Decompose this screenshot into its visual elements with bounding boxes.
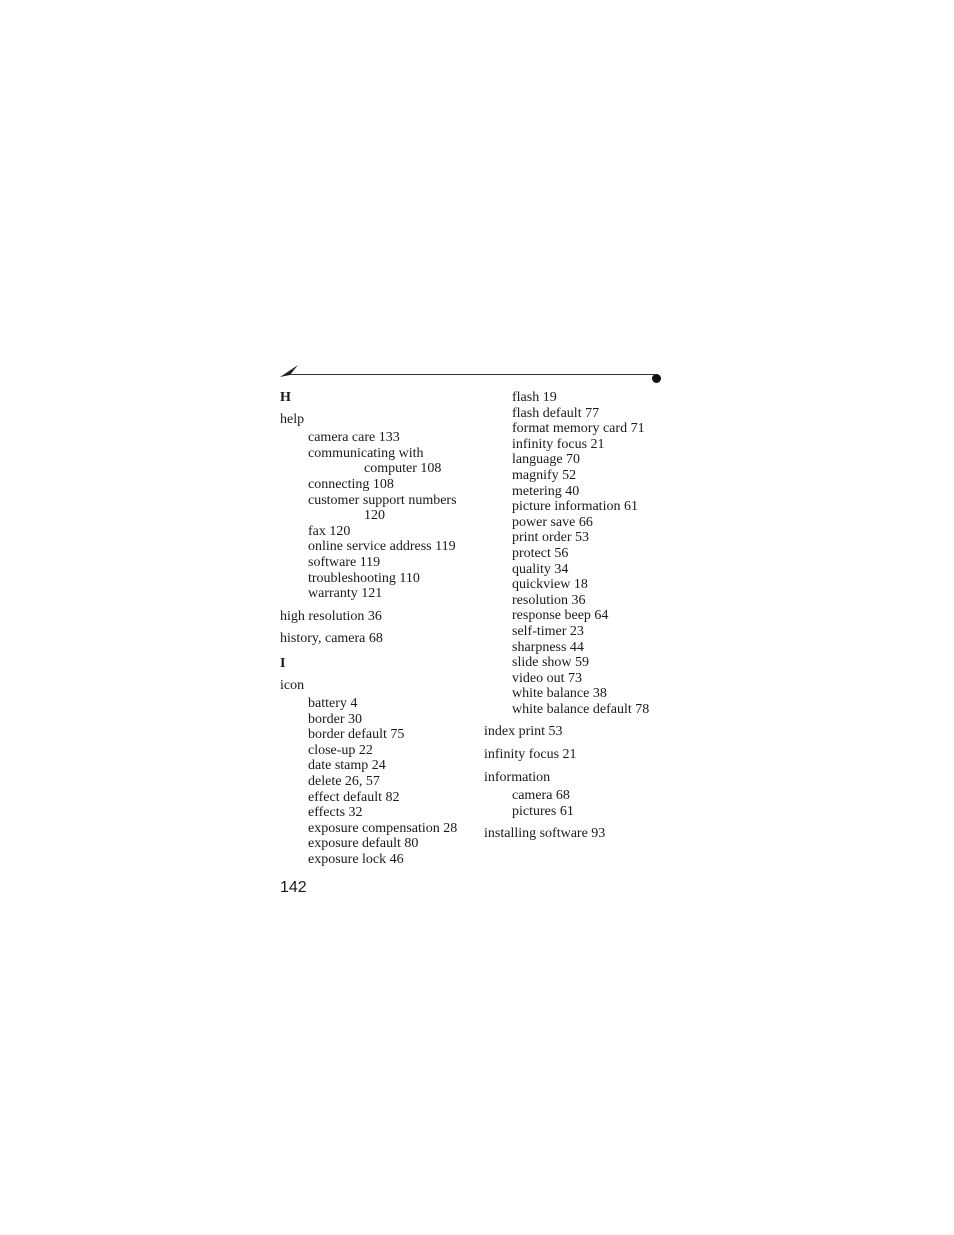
rule-arrow-icon <box>280 364 300 378</box>
sub-entry: sharpness 44 <box>512 639 584 655</box>
sub-entry: effect default 82 <box>308 789 400 805</box>
sub-entry: delete 26, 57 <box>308 774 380 790</box>
sub-entry: communicating with <box>308 445 424 461</box>
sub-entry: picture information 61 <box>512 499 638 515</box>
sub-entry: quickview 18 <box>512 577 588 593</box>
sub-entry: self-timer 23 <box>512 623 584 639</box>
sub-entry: video out 73 <box>512 670 582 686</box>
index-entry-high-resolution: high resolution 36 <box>280 608 382 624</box>
sub-entry: slide show 59 <box>512 655 589 671</box>
sub-entry: camera 68 <box>512 788 570 804</box>
rule-dot-icon <box>652 374 661 383</box>
sub-entry: flash default 77 <box>512 405 600 421</box>
rule-line <box>289 374 655 375</box>
index-entry-infinity-focus: infinity focus 21 <box>484 747 577 763</box>
letter-heading-i: I <box>280 655 286 671</box>
sub-entry-continuation: 120 <box>364 508 385 524</box>
sub-entry: battery 4 <box>308 696 358 712</box>
index-entry-information: information <box>484 769 551 785</box>
sub-entry: warranty 121 <box>308 586 383 602</box>
sub-entry: infinity focus 21 <box>512 436 605 452</box>
sub-entry: language 70 <box>512 452 581 468</box>
sub-entry: white balance default 78 <box>512 701 650 717</box>
sub-entry: troubleshooting 110 <box>308 570 420 586</box>
sub-entry: quality 34 <box>512 561 569 577</box>
sub-entry: format memory card 71 <box>512 421 645 437</box>
sub-entry: flash 19 <box>512 390 557 405</box>
sub-entry: effects 32 <box>308 805 363 821</box>
sub-entry-continuation: computer 108 <box>364 461 442 477</box>
sub-entry: online service address 119 <box>308 539 456 555</box>
index-entry-installing-software: installing software 93 <box>484 826 606 842</box>
index-column-left <box>280 390 480 868</box>
sub-entry: metering 40 <box>512 483 580 499</box>
sub-entry: border default 75 <box>308 727 405 743</box>
sub-entry: magnify 52 <box>512 467 577 483</box>
sub-entry: customer support numbers <box>308 492 457 508</box>
sub-entry: exposure default 80 <box>308 836 419 852</box>
sub-entry: border 30 <box>308 711 363 727</box>
index-column-right <box>484 390 684 842</box>
sub-entry: print order 53 <box>512 530 589 546</box>
sub-entry: pictures 61 <box>512 803 574 819</box>
index-entry-index-print: index print 53 <box>484 724 563 740</box>
sub-entry: camera care 133 <box>308 430 400 446</box>
sub-entry: software 119 <box>308 554 381 570</box>
index-entry-help: help <box>280 411 305 427</box>
sub-entry: fax 120 <box>308 523 351 539</box>
index-entry-icon: icon <box>280 677 305 693</box>
sub-entry: white balance 38 <box>512 686 607 702</box>
sub-entry: connecting 108 <box>308 476 394 492</box>
sub-entry: close-up 22 <box>308 742 373 758</box>
sub-entry: protect 56 <box>512 545 569 561</box>
letter-heading-h: H <box>280 390 291 405</box>
sub-entry: resolution 36 <box>512 592 586 608</box>
index-entry-history-camera: history, camera 68 <box>280 631 383 647</box>
page-number: 142 <box>280 879 307 896</box>
sub-entry: exposure compensation 28 <box>308 820 458 836</box>
sub-entry: exposure lock 46 <box>308 852 404 868</box>
sub-entry: power save 66 <box>512 514 593 530</box>
sub-entry: response beep 64 <box>512 608 609 624</box>
sub-entry: date stamp 24 <box>308 758 386 774</box>
